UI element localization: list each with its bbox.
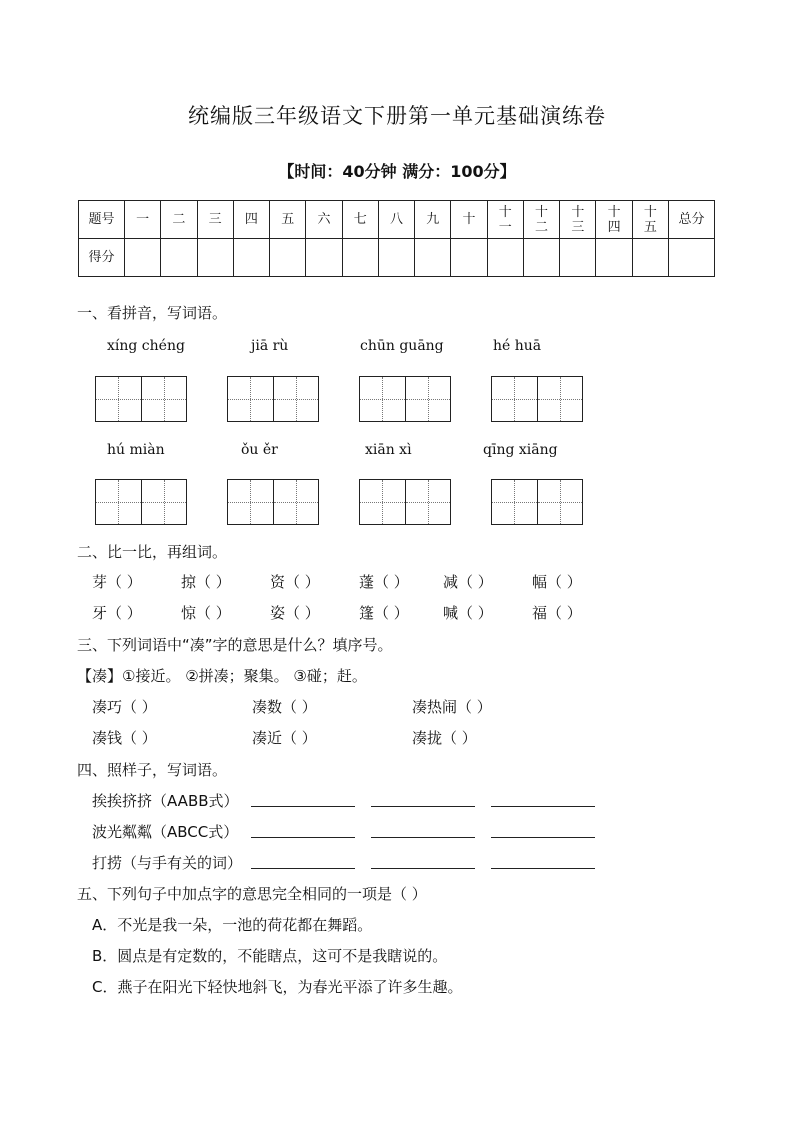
pinyin-6: ǒu ěr bbox=[241, 442, 278, 458]
q2-item[interactable]: 喊（ ） bbox=[443, 604, 493, 622]
q2-item[interactable]: 福（ ） bbox=[532, 604, 582, 622]
score-cell[interactable] bbox=[415, 239, 451, 277]
writing-grid[interactable] bbox=[359, 376, 451, 422]
answer-line[interactable] bbox=[371, 806, 475, 807]
score-table-col-15: 十 五 bbox=[632, 201, 668, 239]
score-table-row1-label: 题号 bbox=[79, 201, 125, 239]
answer-line[interactable] bbox=[251, 806, 355, 807]
score-cell[interactable] bbox=[233, 239, 269, 277]
pinyin-3: chūn guāng bbox=[360, 338, 444, 354]
score-cell[interactable] bbox=[596, 239, 632, 277]
q2-item[interactable]: 幅（ ） bbox=[532, 573, 582, 591]
q5-option-b[interactable]: B．圆点是有定数的，不能瞎点，这可不是我瞎说的。 bbox=[92, 947, 448, 965]
q3-item[interactable]: 凑巧（ ） bbox=[92, 698, 157, 716]
q3-item[interactable]: 凑拢（ ） bbox=[412, 729, 477, 747]
score-cell[interactable] bbox=[560, 239, 596, 277]
answer-line[interactable] bbox=[371, 868, 475, 869]
score-table-col-12: 十 二 bbox=[523, 201, 559, 239]
q2-item[interactable]: 姿（ ） bbox=[270, 604, 320, 622]
writing-grid[interactable] bbox=[95, 376, 187, 422]
score-table-col-4: 四 bbox=[233, 201, 269, 239]
q2-item[interactable]: 蓬（ ） bbox=[359, 573, 409, 591]
q2-item[interactable]: 资（ ） bbox=[270, 573, 320, 591]
score-table-col-2: 二 bbox=[161, 201, 197, 239]
score-cell[interactable] bbox=[378, 239, 414, 277]
score-table-total-label: 总分 bbox=[669, 201, 715, 239]
q1-heading: 一、看拼音，写词语。 bbox=[77, 304, 228, 322]
score-table-col-13: 十 三 bbox=[560, 201, 596, 239]
pinyin-7: xiān xì bbox=[365, 442, 412, 458]
score-cell[interactable] bbox=[342, 239, 378, 277]
score-cell[interactable] bbox=[270, 239, 306, 277]
pinyin-4: hé huā bbox=[493, 338, 542, 354]
q5-heading: 五、下列句子中加点字的意思完全相同的一项是（ ） bbox=[77, 885, 427, 903]
answer-line[interactable] bbox=[491, 806, 595, 807]
writing-grid[interactable] bbox=[491, 479, 583, 525]
page-title: 统编版三年级语文下册第一单元基础演练卷 bbox=[188, 104, 606, 128]
score-table-col-5: 五 bbox=[270, 201, 306, 239]
score-cell[interactable] bbox=[632, 239, 668, 277]
score-cell[interactable] bbox=[125, 239, 161, 277]
q2-heading: 二、比一比，再组词。 bbox=[77, 543, 228, 561]
pinyin-1: xíng chéng bbox=[107, 338, 185, 354]
answer-line[interactable] bbox=[251, 868, 355, 869]
score-table-col-14: 十 四 bbox=[596, 201, 632, 239]
score-cell[interactable] bbox=[197, 239, 233, 277]
q4-example: 波光粼粼（ABCC式） bbox=[92, 823, 239, 841]
score-table-col-10: 十 bbox=[451, 201, 487, 239]
answer-line[interactable] bbox=[491, 868, 595, 869]
answer-line[interactable] bbox=[491, 837, 595, 838]
q3-item[interactable]: 凑数（ ） bbox=[252, 698, 317, 716]
q5-option-c[interactable]: C．燕子在阳光下轻快地斜飞，为春光平添了许多生趣。 bbox=[92, 978, 463, 996]
answer-line[interactable] bbox=[251, 837, 355, 838]
score-table bbox=[78, 200, 715, 277]
score-total-cell[interactable] bbox=[669, 239, 715, 277]
q3-item[interactable]: 凑钱（ ） bbox=[92, 729, 157, 747]
writing-grid[interactable] bbox=[95, 479, 187, 525]
score-table-col-3: 三 bbox=[197, 201, 233, 239]
score-table-header-row bbox=[79, 201, 715, 239]
q3-item[interactable]: 凑近（ ） bbox=[252, 729, 317, 747]
score-table-col-6: 六 bbox=[306, 201, 342, 239]
answer-line[interactable] bbox=[371, 837, 475, 838]
q3-heading: 三、下列词语中“凑”字的意思是什么？填序号。 bbox=[77, 636, 393, 654]
q4-heading: 四、照样子，写词语。 bbox=[77, 761, 228, 779]
score-table-col-11: 十 一 bbox=[487, 201, 523, 239]
q2-item[interactable]: 减（ ） bbox=[443, 573, 493, 591]
q4-example: 打捞（与手有关的词） bbox=[92, 854, 243, 872]
score-cell[interactable] bbox=[451, 239, 487, 277]
writing-grid[interactable] bbox=[359, 479, 451, 525]
q2-item[interactable]: 芽（ ） bbox=[92, 573, 142, 591]
q2-item[interactable]: 惊（ ） bbox=[181, 604, 231, 622]
score-table-col-8: 八 bbox=[378, 201, 414, 239]
q2-item[interactable]: 掠（ ） bbox=[181, 573, 231, 591]
score-cell[interactable] bbox=[161, 239, 197, 277]
score-table-col-9: 九 bbox=[415, 201, 451, 239]
score-cell[interactable] bbox=[306, 239, 342, 277]
q3-definition: 【凑】①接近。 ②拼凑；聚集。 ③碰；赶。 bbox=[77, 667, 367, 685]
score-table-col-1: 一 bbox=[125, 201, 161, 239]
pinyin-5: hú miàn bbox=[107, 442, 165, 458]
q4-example: 挨挨挤挤（AABB式） bbox=[92, 792, 239, 810]
writing-grid[interactable] bbox=[227, 479, 319, 525]
score-table-score-row bbox=[79, 239, 715, 277]
writing-grid[interactable] bbox=[227, 376, 319, 422]
score-cell[interactable] bbox=[487, 239, 523, 277]
q2-item[interactable]: 篷（ ） bbox=[359, 604, 409, 622]
q5-option-a[interactable]: A．不光是我一朵，一池的荷花都在舞蹈。 bbox=[92, 916, 373, 934]
score-table-row2-label: 得分 bbox=[79, 239, 125, 277]
writing-grid[interactable] bbox=[491, 376, 583, 422]
score-table-col-7: 七 bbox=[342, 201, 378, 239]
q2-item[interactable]: 牙（ ） bbox=[92, 604, 142, 622]
q3-item[interactable]: 凑热闹（ ） bbox=[412, 698, 492, 716]
pinyin-2: jiā rù bbox=[251, 338, 289, 354]
score-cell[interactable] bbox=[523, 239, 559, 277]
exam-info: 【时间：40分钟 满分：100分】 bbox=[278, 162, 516, 181]
pinyin-8: qīng xiāng bbox=[483, 442, 558, 458]
